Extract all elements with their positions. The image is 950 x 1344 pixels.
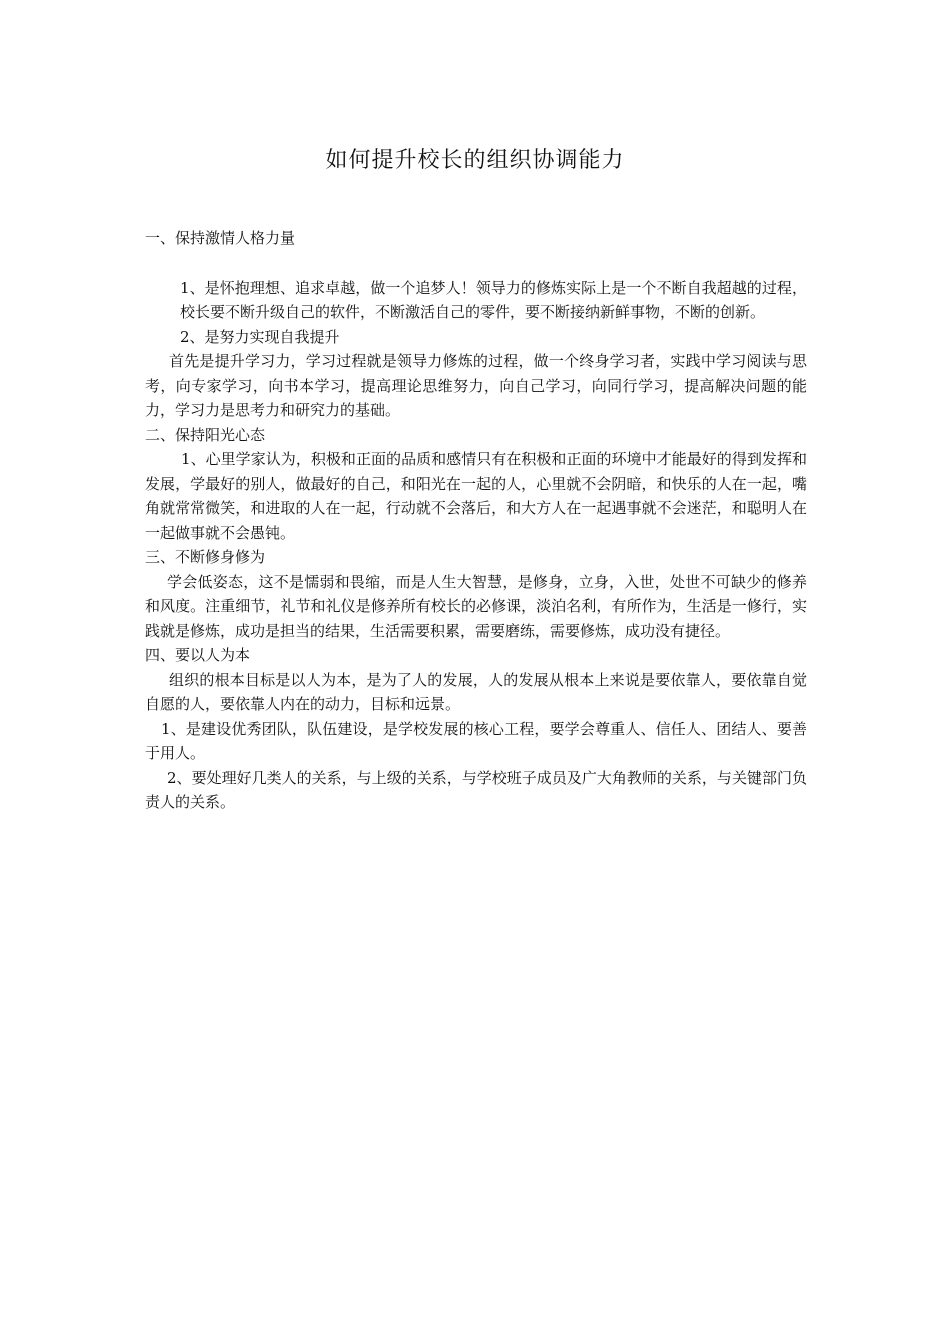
- document-body: [145, 226, 807, 815]
- section-heading-3: 三、不断修身修为: [145, 548, 266, 566]
- paragraph-1-2: 2、是努力实现自我提升: [180, 327, 340, 346]
- document-title: 如何提升校长的组织协调能力: [325, 148, 625, 173]
- paragraph-4-2: 1、是建设优秀团队，队伍建设，是学校发展的核心工程，要学会尊重人、信任人、团结人、要善于用人。: [145, 719, 807, 762]
- paragraph-3-1: 学会低姿态，这不是懦弱和畏缩，而是人生大智慧，是修身，立身，入世，处世不可缺少的修养和风度。注重细节，礼节和礼仪是修养所有校长的必修课，淡泊名利，有所作为，生活是一修行，实践就是修炼，成功是担当的结果，生活需要积累，需要磨练，需要修炼，成功没有捷径。: [145, 572, 807, 640]
- section-heading-4: 四、要以人为本: [145, 646, 251, 664]
- section-heading-2: 二、保持阳光心态: [145, 425, 266, 444]
- paragraph-4-3: 2、要处理好几类人的关系，与上级的关系，与学校班子成员及广大角教师的关系，与关键部门负责人的关系。: [145, 768, 807, 811]
- paragraph-2-1: 1、心里学家认为，积极和正面的品质和感情只有在积极和正面的环境中才能最好的得到发挥和发展，学最好的别人，做最好的自己，和阳光在一起的人，心里就不会阴暗，和快乐的人在一起，嘴角就常常微笑，和进取的人在一起，行动就不会落后，和大方人在一起遇事就不会迷茫，和聪明人在一起做事就不会愚钝。: [145, 450, 807, 542]
- section-heading-1: 一、保持激情人格力量: [145, 229, 296, 247]
- paragraph-1-3: 首先是提升学习力，学习过程就是领导力修炼的过程，做一个终身学习者，实践中学习阅读与思考，向专家学习，向书本学习，提高理论思维努力，向自己学习，向同行学习，提高解决问题的能力，学习力是思考力和研究力的基础。: [145, 352, 807, 419]
- paragraph-4-1: 组织的根本目标是以人为本，是为了人的发展，人的发展从根本上来说是要依靠人，要依靠自觉自愿的人，要依靠人内在的动力，目标和远景。: [145, 670, 807, 713]
- paragraph-1-1: 1、是怀抱理想、追求卓越，做一个追梦人！领导力的修炼实际上是一个不断自我超越的过程，校长要不断升级自己的软件，不断激活自己的零件，要不断接纳新鲜事物，不断的创新。: [180, 278, 807, 321]
